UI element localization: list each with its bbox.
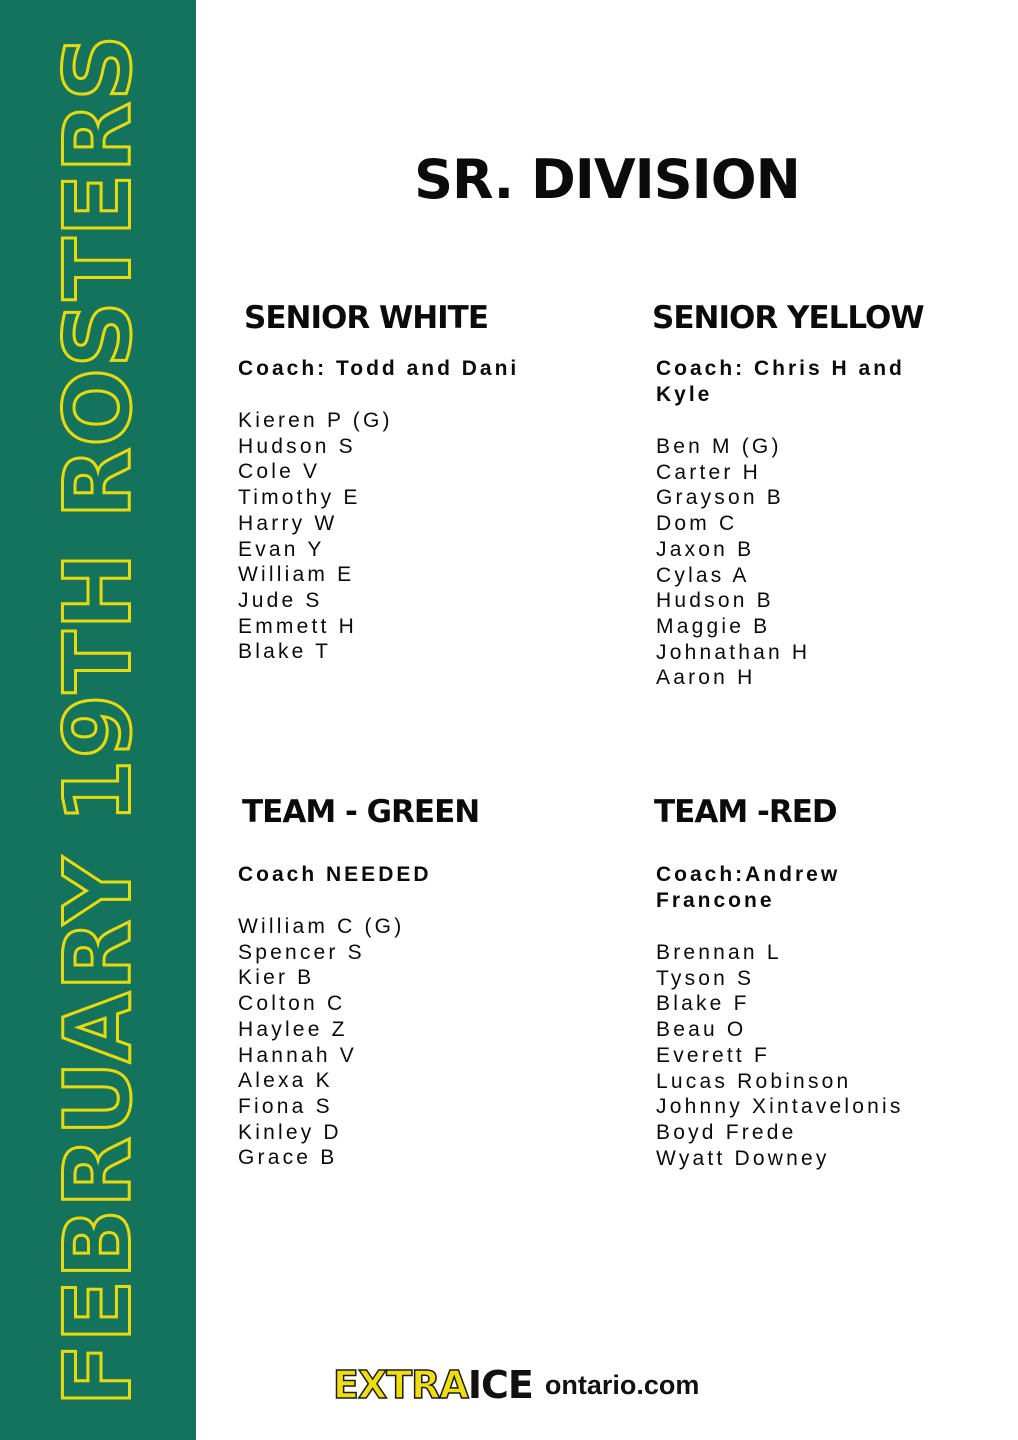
player-item: Aaron H bbox=[656, 666, 756, 690]
logo-domain-text: ontario.com bbox=[544, 1369, 700, 1400]
team-name: SENIOR WHITE bbox=[244, 300, 488, 336]
player-list bbox=[656, 940, 956, 1171]
player-item: Everett F bbox=[656, 1043, 770, 1067]
player-item: Carter H bbox=[656, 460, 761, 484]
player-item: Emmett H bbox=[238, 614, 357, 638]
team-name: TEAM - GREEN bbox=[242, 794, 480, 830]
team-senior-white bbox=[238, 300, 578, 665]
player-item: Fiona S bbox=[238, 1094, 333, 1118]
player-item: Lucas Robinson bbox=[656, 1069, 852, 1093]
player-item: Beau O bbox=[656, 1018, 747, 1042]
player-item: Jaxon B bbox=[656, 537, 755, 561]
player-item: Kinley D bbox=[238, 1120, 342, 1144]
player-item: Ben M (G) bbox=[656, 435, 782, 458]
player-item: Kier B bbox=[238, 966, 315, 990]
coach-label: Coach: Todd and Dani bbox=[238, 357, 520, 380]
player-item: Cylas A bbox=[656, 563, 750, 587]
player-item: Hannah V bbox=[238, 1043, 358, 1067]
player-item: Haylee Z bbox=[238, 1017, 348, 1041]
player-item: Brennan L bbox=[656, 941, 782, 964]
player-item: Hudson S bbox=[238, 434, 356, 458]
player-item: Hudson B bbox=[656, 589, 774, 613]
sidebar-banner bbox=[0, 0, 196, 1440]
player-item: Maggie B bbox=[656, 614, 771, 638]
player-item: Johnathan H bbox=[656, 640, 811, 664]
player-list bbox=[238, 914, 578, 1171]
team-senior-yellow bbox=[652, 300, 966, 691]
player-item: William C (G) bbox=[238, 915, 405, 938]
player-item: Spencer S bbox=[238, 940, 365, 964]
player-item: William E bbox=[238, 563, 355, 587]
player-item: Grayson B bbox=[656, 486, 785, 510]
coach-label: Coach:Andrew Francone bbox=[656, 863, 841, 912]
team-red bbox=[656, 794, 956, 1171]
logo-extra-text: EXTRA bbox=[333, 1363, 468, 1407]
player-item: Wyatt Downey bbox=[656, 1146, 830, 1170]
player-item: Evan Y bbox=[238, 537, 325, 561]
player-item: Blake F bbox=[656, 992, 750, 1016]
player-item: Harry W bbox=[238, 511, 338, 535]
player-item: Kieren P (G) bbox=[238, 409, 393, 432]
team-name: TEAM -RED bbox=[654, 794, 837, 830]
coach-label: Coach: Chris H and Kyle bbox=[656, 357, 905, 406]
coach-label: Coach NEEDED bbox=[238, 863, 432, 886]
player-list bbox=[656, 434, 966, 691]
player-item: Grace B bbox=[238, 1146, 338, 1170]
team-name: SENIOR YELLOW bbox=[652, 300, 924, 336]
player-item: Cole V bbox=[238, 460, 321, 484]
player-item: Dom C bbox=[656, 512, 738, 536]
division-title: SR. DIVISION bbox=[414, 148, 800, 211]
roster-date-title: FEBRUARY 19TH ROSTERS bbox=[44, 33, 152, 1407]
player-item: Johnny Xintavelonis bbox=[656, 1095, 904, 1119]
logo-ice-text: ICE bbox=[467, 1363, 533, 1407]
player-item: Alexa K bbox=[238, 1069, 333, 1093]
footer-logo bbox=[333, 1363, 699, 1407]
player-item: Jude S bbox=[238, 588, 323, 612]
team-green bbox=[238, 794, 578, 1171]
player-item: Colton C bbox=[238, 992, 346, 1016]
player-item: Blake T bbox=[238, 640, 332, 664]
player-item: Timothy E bbox=[238, 486, 361, 510]
player-list bbox=[238, 408, 578, 665]
player-item: Tyson S bbox=[656, 966, 755, 990]
player-item: Boyd Frede bbox=[656, 1120, 797, 1144]
